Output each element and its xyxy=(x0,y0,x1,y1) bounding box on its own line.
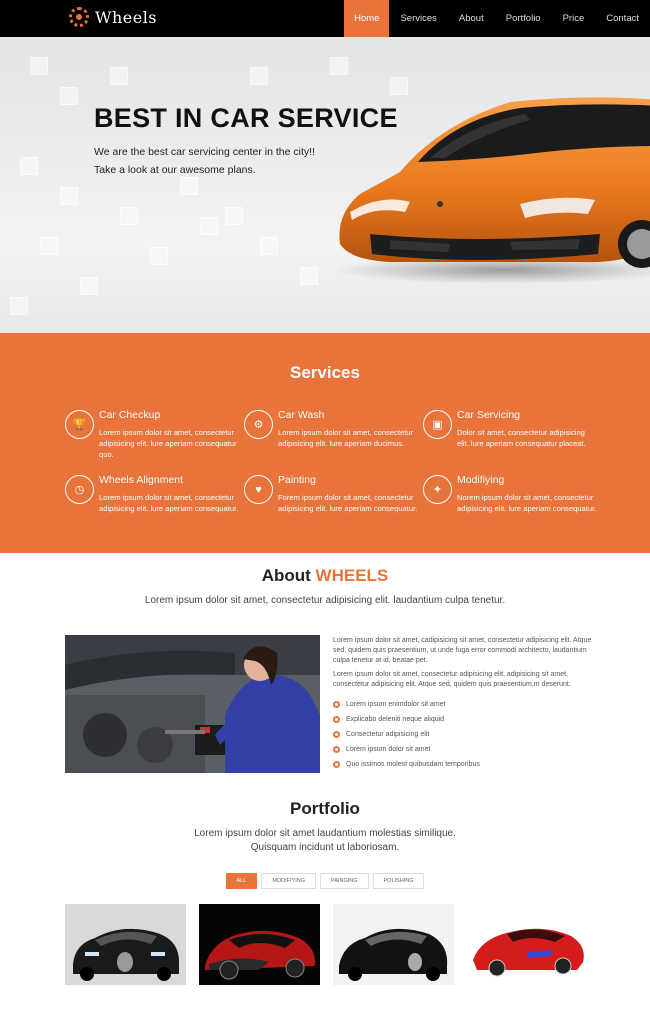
bullet-icon xyxy=(333,701,340,708)
service-desc: Lorem ipsum dolor sit amet, consectetur adipisicing elit. lure aperiam ducimus. xyxy=(278,428,414,448)
list-item-text: Consectetur adipisicing elit xyxy=(346,731,430,738)
about-subtitle: Lorem ipsum dolor sit amet, consectetur adipisicing elit. laudantium culpa tenetur. xyxy=(144,595,506,606)
list-item xyxy=(333,757,593,772)
brand-name: Wheels xyxy=(95,7,158,27)
service-desc: Forem ipsum dolor sit amet, consectetur adipisicing elit. lure aperiam consequatur. xyxy=(278,493,418,513)
nav-portfolio[interactable]: Portfolio xyxy=(505,13,541,24)
list-item xyxy=(333,697,593,712)
nav-home[interactable]: Home xyxy=(344,0,389,37)
about-paragraph-2: Lorem ipsum dolor sit amet, consectetur adipisicing elit. adipisicing sit amet, consectetur adipisicing elit. Atque sed, quidem quis praesentium,m deserunt. xyxy=(333,671,571,688)
hero-title: BEST IN CAR SERVICE xyxy=(94,103,398,133)
portfolio-subtitle xyxy=(0,827,650,855)
about-title-prefix: About xyxy=(261,566,311,585)
gear-icon: ⚙ xyxy=(244,410,273,439)
hero-banner xyxy=(0,37,650,333)
laptop-icon: ▣ xyxy=(423,410,452,439)
service-title: Wheels Alignment xyxy=(99,474,184,486)
services-section xyxy=(0,333,650,553)
mechanic-photo xyxy=(65,635,320,773)
list-item-text: Lorem ipsum dolor sit amet xyxy=(346,746,431,753)
about-features-list xyxy=(333,697,593,772)
nav-contact[interactable]: Contact xyxy=(606,13,639,24)
portfolio-item-black-bugatti[interactable] xyxy=(65,904,186,985)
portfolio-line-1: Lorem ipsum dolor sit amet laudantium molestias similique. xyxy=(194,828,456,839)
bullet-icon xyxy=(333,761,340,768)
service-desc: Lorem ipsum dolor sit amet, consectetur adipisicing elit. lure aperiam consequatur. xyxy=(99,493,239,513)
service-title: Painting xyxy=(278,474,316,486)
bullet-icon xyxy=(333,746,340,753)
orange-sports-car-image xyxy=(330,94,650,284)
service-title: Car Wash xyxy=(278,409,325,421)
service-title: Car Checkup xyxy=(99,409,161,421)
main-menu xyxy=(344,0,650,37)
portfolio-title: Portfolio xyxy=(290,799,360,818)
navbar xyxy=(0,0,650,37)
service-title: Modifiying xyxy=(457,474,505,486)
filter-polishing[interactable]: POLISHING xyxy=(373,873,425,889)
nav-services[interactable]: Services xyxy=(400,13,437,24)
clock-icon: ◷ xyxy=(65,475,94,504)
service-title: Car Servicing xyxy=(457,409,521,421)
list-item xyxy=(333,712,593,727)
list-item xyxy=(333,742,593,757)
about-paragraph-1: Lorem ipsum dolor sit amet, cadipisicing sit amet, consectetur adipisicing elit. Atque sed, quidem quis praesentium, ut unde fuga error commodi architecto, laudantium culpa tenetur at id, beatae pet. xyxy=(333,637,592,664)
filter-modifiying[interactable]: MODIFIYING xyxy=(261,873,316,889)
filter-painging[interactable]: PAINGING xyxy=(320,873,369,889)
list-item xyxy=(333,727,593,742)
portfolio-line-2: Quisquam incidunt ut laboriosam. xyxy=(250,842,400,853)
hero-subtitle xyxy=(94,143,315,179)
hero-line-1: We are the best car servicing center in the city!! xyxy=(94,146,315,158)
heart-icon: ♥ xyxy=(244,475,273,504)
services-title: Services xyxy=(290,363,360,382)
bullet-icon xyxy=(333,731,340,738)
list-item-text: Quo issimos molest quibusdam temporibus xyxy=(346,761,480,768)
about-text xyxy=(333,636,593,694)
hero-line-2: Take a look at our awesome plans. xyxy=(94,164,256,176)
logo[interactable] xyxy=(69,7,157,27)
portfolio-item-red-sports-car[interactable] xyxy=(467,904,588,985)
trophy-icon: 🏆 xyxy=(65,410,94,439)
bullet-icon xyxy=(333,716,340,723)
about-title xyxy=(0,566,650,586)
service-desc: Lorem ipsum dolor sit amet, consectetur adipisicing elit. lure aperiam consequatur quo. xyxy=(99,428,237,459)
gear-logo-icon xyxy=(69,7,89,27)
portfolio-item-red-black-concept[interactable] xyxy=(199,904,320,985)
portfolio-item-white-bugatti[interactable] xyxy=(333,904,454,985)
list-item-text: Lorem ipsum enimdolor sit amet xyxy=(346,701,446,708)
portfolio-filters xyxy=(0,873,650,889)
about-title-accent: WHEELS xyxy=(315,566,389,585)
nav-about[interactable]: About xyxy=(458,13,484,24)
magic-wand-icon: ✦ xyxy=(423,475,452,504)
filter-all[interactable]: ALL xyxy=(226,873,258,889)
list-item-text: Explicabo deleniti neque aliquid xyxy=(346,716,445,723)
service-desc: Dolor sit amet, consectetur adipisicing elit. lure aperiam consequatur placeat. xyxy=(457,428,586,448)
service-desc: Norem ipsum dolor sit amet, consectetur adipisicing elit. lure aperiam consequatur. xyxy=(457,493,597,513)
nav-price[interactable]: Price xyxy=(562,13,585,24)
